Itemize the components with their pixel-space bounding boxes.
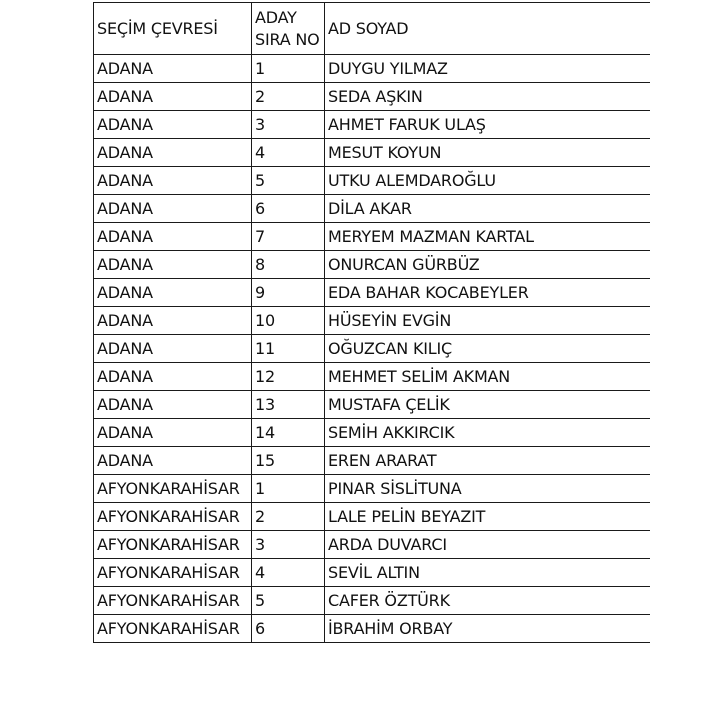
cell-electoral-district: ADANA [94, 447, 252, 475]
cell-electoral-district: ADANA [94, 195, 252, 223]
cell-electoral-district: ADANA [94, 83, 252, 111]
cell-candidate-rank: 3 [252, 531, 325, 559]
table-row [94, 195, 651, 223]
header-candidate-rank [252, 3, 325, 55]
cell-candidate-rank: 2 [252, 503, 325, 531]
cell-full-name: UTKU ALEMDAROĞLU [325, 167, 651, 195]
cell-full-name: MERYEM MAZMAN KARTAL [325, 223, 651, 251]
cell-candidate-rank: 4 [252, 139, 325, 167]
table-row [94, 223, 651, 251]
cell-electoral-district: ADANA [94, 139, 252, 167]
cell-candidate-rank: 5 [252, 587, 325, 615]
table-row [94, 503, 651, 531]
cell-full-name: ARDA DUVARCI [325, 531, 651, 559]
cell-candidate-rank: 3 [252, 111, 325, 139]
cell-full-name: MESUT KOYUN [325, 139, 651, 167]
table-row [94, 279, 651, 307]
table-row [94, 307, 651, 335]
cell-candidate-rank: 5 [252, 167, 325, 195]
table-row [94, 55, 651, 83]
cell-full-name: LALE PELİN BEYAZIT [325, 503, 651, 531]
cell-candidate-rank: 9 [252, 279, 325, 307]
cell-candidate-rank: 14 [252, 419, 325, 447]
cell-full-name: ONURCAN GÜRBÜZ [325, 251, 651, 279]
cell-full-name: EREN ARARAT [325, 447, 651, 475]
cell-full-name: DİLA AKAR [325, 195, 651, 223]
header-electoral-district: SEÇİM ÇEVRESİ [94, 3, 252, 55]
cell-full-name: SEVİL ALTIN [325, 559, 651, 587]
table-row [94, 139, 651, 167]
cell-candidate-rank: 4 [252, 559, 325, 587]
cell-full-name: DUYGU YILMAZ [325, 55, 651, 83]
table-row [94, 447, 651, 475]
cell-candidate-rank: 7 [252, 223, 325, 251]
candidate-list-sheet [93, 2, 650, 702]
header-candidate-rank-line2: SIRA NO [255, 29, 320, 49]
cell-electoral-district: AFYONKARAHİSAR [94, 587, 252, 615]
cell-candidate-rank: 15 [252, 447, 325, 475]
cell-candidate-rank: 10 [252, 307, 325, 335]
cell-electoral-district: ADANA [94, 111, 252, 139]
cell-candidate-rank: 6 [252, 195, 325, 223]
table-row [94, 587, 651, 615]
cell-candidate-rank: 13 [252, 391, 325, 419]
cell-full-name: İBRAHİM ORBAY [325, 615, 651, 643]
table-row [94, 419, 651, 447]
table-row [94, 363, 651, 391]
cell-electoral-district: ADANA [94, 419, 252, 447]
cell-full-name: CAFER ÖZTÜRK [325, 587, 651, 615]
cell-candidate-rank: 8 [252, 251, 325, 279]
cell-candidate-rank: 1 [252, 475, 325, 503]
cell-full-name: MUSTAFA ÇELİK [325, 391, 651, 419]
table-row [94, 167, 651, 195]
table-row [94, 531, 651, 559]
cell-electoral-district: ADANA [94, 307, 252, 335]
table-row [94, 559, 651, 587]
cell-electoral-district: AFYONKARAHİSAR [94, 475, 252, 503]
candidate-table [93, 2, 650, 643]
cell-full-name: SEMİH AKKIRCIK [325, 419, 651, 447]
table-header-row [94, 3, 651, 55]
cell-electoral-district: ADANA [94, 279, 252, 307]
cell-full-name: HÜSEYİN EVGİN [325, 307, 651, 335]
cell-full-name: AHMET FARUK ULAŞ [325, 111, 651, 139]
cell-full-name: OĞUZCAN KILIÇ [325, 335, 651, 363]
cell-full-name: SEDA AŞKIN [325, 83, 651, 111]
cell-electoral-district: ADANA [94, 167, 252, 195]
cell-candidate-rank: 2 [252, 83, 325, 111]
cell-electoral-district: AFYONKARAHİSAR [94, 559, 252, 587]
cell-candidate-rank: 12 [252, 363, 325, 391]
cell-electoral-district: ADANA [94, 335, 252, 363]
cell-full-name: PINAR SİSLİTUNA [325, 475, 651, 503]
table-row [94, 615, 651, 643]
cell-electoral-district: ADANA [94, 363, 252, 391]
table-row [94, 251, 651, 279]
table-row [94, 475, 651, 503]
cell-full-name: MEHMET SELİM AKMAN [325, 363, 651, 391]
cell-full-name: EDA BAHAR KOCABEYLER [325, 279, 651, 307]
header-full-name: AD SOYAD [325, 3, 651, 55]
table-row [94, 83, 651, 111]
table-row [94, 335, 651, 363]
header-candidate-rank-line1: ADAY [255, 7, 297, 27]
table-row [94, 111, 651, 139]
cell-candidate-rank: 11 [252, 335, 325, 363]
cell-electoral-district: ADANA [94, 391, 252, 419]
cell-electoral-district: AFYONKARAHİSAR [94, 615, 252, 643]
cell-electoral-district: ADANA [94, 251, 252, 279]
cell-candidate-rank: 6 [252, 615, 325, 643]
cell-candidate-rank: 1 [252, 55, 325, 83]
cell-electoral-district: ADANA [94, 223, 252, 251]
table-row [94, 391, 651, 419]
cell-electoral-district: ADANA [94, 55, 252, 83]
cell-electoral-district: AFYONKARAHİSAR [94, 503, 252, 531]
cell-electoral-district: AFYONKARAHİSAR [94, 531, 252, 559]
